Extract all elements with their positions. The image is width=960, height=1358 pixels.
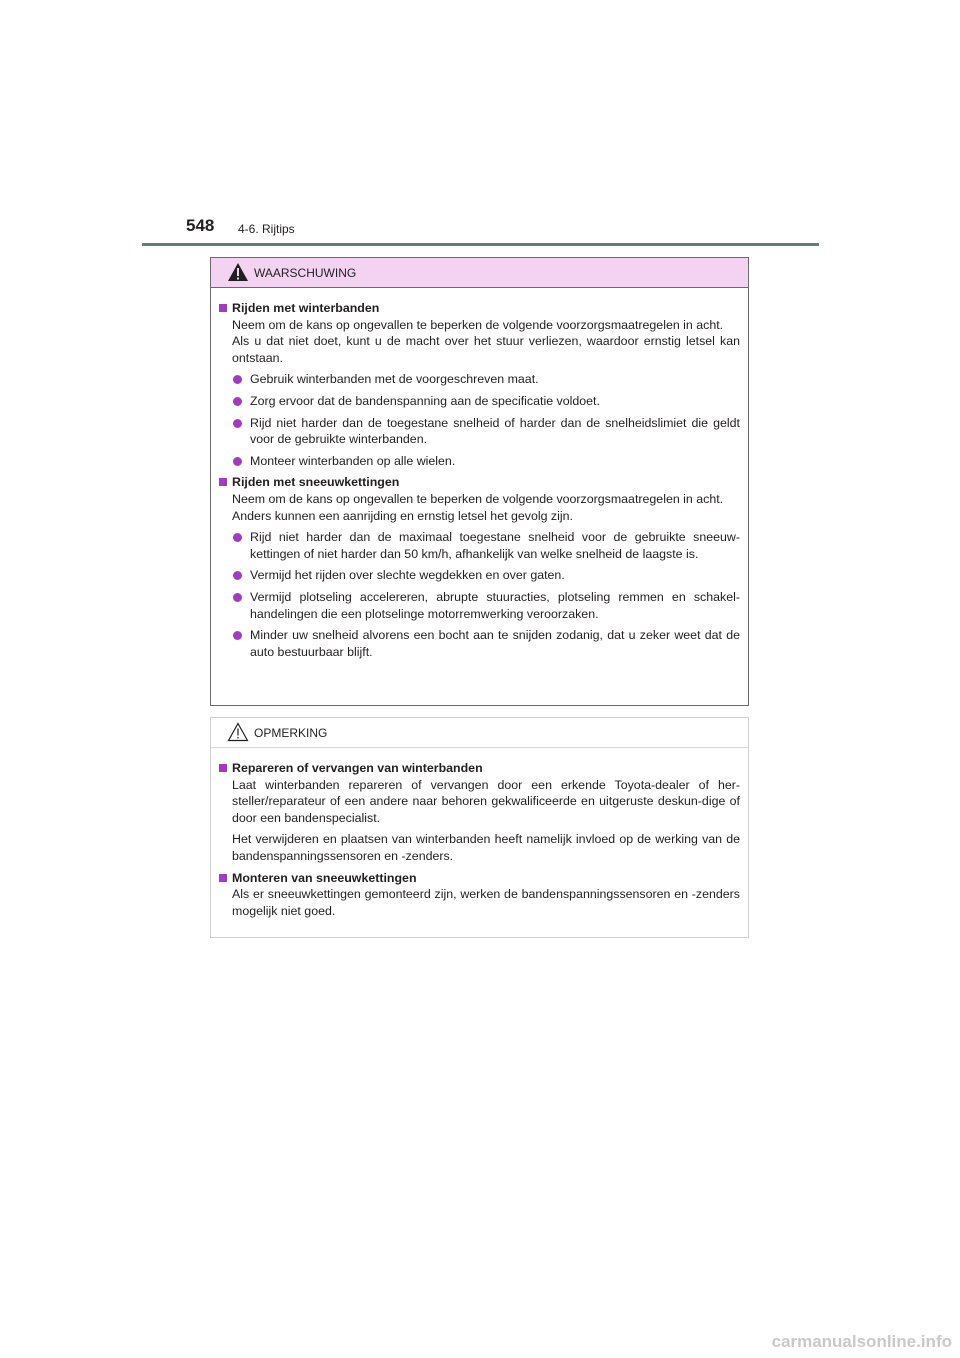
section-heading: Repareren of vervangen van winterbanden — [219, 760, 740, 777]
round-bullet-icon — [233, 631, 242, 640]
section-heading: Monteren van sneeuwkettingen — [219, 870, 740, 887]
notice-body — [211, 748, 748, 919]
square-bullet-icon — [219, 764, 227, 772]
list-item: Vermijd plotseling accelereren, abrupte stuuracties, plotseling remmen en schakel-handelingen die een plotselinge motorremwerking veroorzaken. — [219, 589, 740, 622]
section-heading: Rijden met sneeuwkettingen — [219, 474, 740, 491]
watermark: carmanualsonline.info — [771, 1332, 952, 1351]
paragraph: Neem om de kans op ongevallen te beperken de volgende voorzorgsmaatregelen in acht. — [232, 491, 724, 506]
list-item: Zorg ervoor dat de bandenspanning aan de specificatie voldoet. — [219, 393, 740, 410]
header-rule — [142, 243, 819, 246]
round-bullet-icon — [233, 457, 242, 466]
square-bullet-icon — [219, 304, 227, 312]
list-item: Rijd niet harder dan de toegestane snelheid of harder dan de snelheidslimiet die geldt voor de gebruikte winterbanden. — [219, 415, 740, 448]
square-bullet-icon — [219, 874, 227, 882]
round-bullet-icon — [233, 419, 242, 428]
paragraph: Als er sneeuwkettingen gemonteerd zijn, werken de bandenspanningssensoren en -zenders mogelijk niet goed. — [232, 887, 740, 918]
warning-triangle-icon — [227, 262, 249, 282]
round-bullet-icon — [233, 593, 242, 602]
warning-title: WAARSCHUWING — [254, 266, 357, 280]
warning-box — [210, 257, 749, 706]
page-number: 548 — [186, 216, 215, 235]
paragraph: Neem om de kans op ongevallen te beperken de volgende voorzorgsmaatregelen in acht. — [232, 317, 724, 332]
round-bullet-icon — [233, 375, 242, 384]
paragraph: Als u dat niet doet, kunt u de macht over het stuur verliezen, waardoor ernstig letsel kan ontstaan. — [232, 334, 740, 365]
notice-title: OPMERKING — [254, 726, 328, 740]
round-bullet-icon — [233, 571, 242, 580]
caution-triangle-icon — [227, 722, 249, 742]
notice-header — [211, 718, 748, 748]
list-item: Monteer winterbanden op alle wielen. — [219, 453, 740, 470]
warning-header — [211, 258, 748, 288]
section-heading: Rijden met winterbanden — [219, 300, 740, 317]
round-bullet-icon — [233, 397, 242, 406]
warning-body — [211, 288, 748, 660]
list-item: Rijd niet harder dan de maximaal toegestane snelheid voor de gebruikte sneeuw-kettingen of niet harder dan 50 km/h, afhankelijk van welke snelheid de laagste is. — [219, 529, 740, 562]
paragraph: Anders kunnen een aanrijding en ernstig letsel het gevolg zijn. — [232, 508, 573, 523]
round-bullet-icon — [233, 533, 242, 542]
paragraph: Laat winterbanden repareren of vervangen door een erkende Toyota-dealer of her-steller/reparateur of een andere naar behoren gekwalificeerde en uitgeruste deskun-dige of door een bandenspecialist. — [232, 777, 740, 825]
square-bullet-icon — [219, 478, 227, 486]
notice-box — [210, 717, 749, 938]
paragraph: Het verwijderen en plaatsen van winterbanden heeft namelijk invloed op de werking van de bandenspanningssensoren en -zenders. — [232, 832, 740, 863]
section-title: 4-6. Rijtips — [238, 222, 295, 236]
list-item: Gebruik winterbanden met de voorgeschreven maat. — [219, 371, 740, 388]
list-item: Minder uw snelheid alvorens een bocht aan te snijden zodanig, dat u zeker weet dat de auto bestuurbaar blijft. — [219, 627, 740, 660]
list-item: Vermijd het rijden over slechte wegdekken en over gaten. — [219, 567, 740, 584]
